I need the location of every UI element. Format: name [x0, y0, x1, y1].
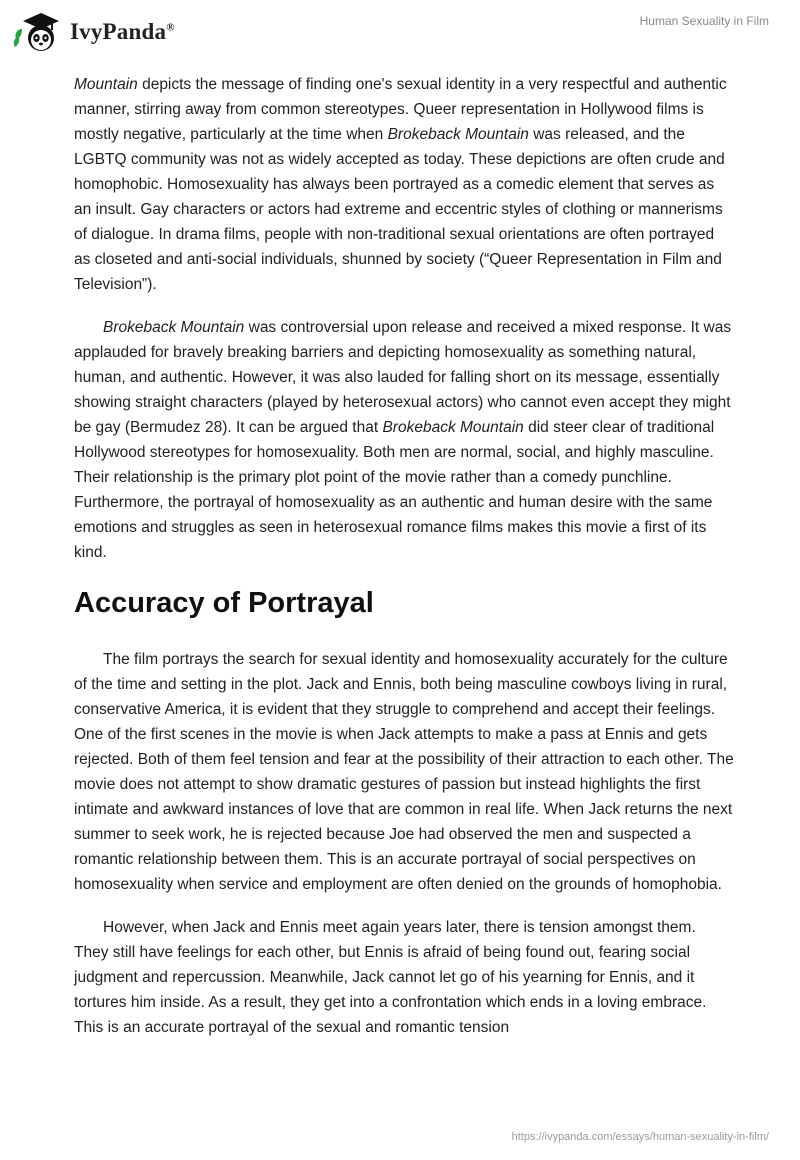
- ivypanda-logo[interactable]: [12, 8, 175, 56]
- paragraph-4: However, when Jack and Ennis meet again years later, there is tension amongst them. They still have feelings for each other, but Ennis is afraid of being found out, fearing social judgment and repercussion. Meanwhile, Jack cannot let go of his yearning for Ennis, and it tortures him inside. As a result, they get into a confrontation which ends in a loving embrace. This is an accurate portrayal of the sexual and romantic tension: [74, 919, 707, 1036]
- source-url-link[interactable]: https://ivypanda.com/essays/human-sexuality-in-film/: [511, 1131, 769, 1143]
- page-header: [0, 0, 800, 64]
- paragraph-1: Mountain depicts the message of finding one's sexual identity in a very respectful and authentic manner, stirring away from common stereotypes. Queer representation in Hollywood films is mostly negative, particularly at the time when Brokeback Mountain was released, and the LGBTQ community was not as widely accepted as today. These depictions are often crude and homophobic. Homosexuality has always been portrayed as a comedic element that serves as an insult. Gay characters or actors had extreme and eccentric styles of clothing or mannerisms of dialogue. In drama films, people with non-traditional sexual orientations are often portrayed as closeted and anti-social individuals, shunned by society (“Queer Representation in Film and Television”).: [74, 76, 727, 293]
- film-title: Brokeback Mountain: [103, 319, 245, 336]
- brand-name: IvyPanda®: [70, 19, 175, 44]
- film-title: Brokeback Mountain: [382, 419, 524, 436]
- essay-body: [74, 72, 734, 1058]
- film-title: Mountain: [74, 76, 138, 93]
- paragraph-3: The film portrays the search for sexual identity and homosexuality accurately for the culture of the time and setting in the plot. Jack and Ennis, both being masculine cowboys living in rural, conservative America, it is evident that they struggle to comprehend and accept their feelings. One of the first scenes in the movie is when Jack attempts to make a pass at Ennis and gets rejected. Both of them feel tension and fear at the possibility of their attraction to each other. The movie does not attempt to show dramatic gestures of passion but instead highlights the first intimate and awkward instances of love that are common in real life. When Jack returns the next summer to seek work, he is rejected because Joe had observed the men and suspected a romantic relationship between them. This is an accurate portrayal of social perspectives on homosexuality when service and employment are often denied on the grounds of homophobia.: [74, 651, 734, 893]
- paragraph-2: Brokeback Mountain was controversial upon release and received a mixed response. It was applauded for bravely breaking barriers and depicting homosexuality as something natural, human, and authentic. However, it was also lauded for falling short on its message, essentially showing straight characters (played by heterosexual actors) who cannot even accept they might be gay (Bermudez 28). It can be argued that Brokeback Mountain did steer clear of traditional Hollywood stereotypes for homosexuality. Both men are normal, social, and highly masculine. Their relationship is the primary plot point of the movie rather than a comedy punchline. Furthermore, the portrayal of homosexuality as an authentic and human desire with the same emotions and struggles as seen in heterosexual romance films makes this movie a first of its kind.: [74, 319, 732, 561]
- document-title: Human Sexuality in Film: [639, 14, 769, 28]
- film-title: Brokeback Mountain: [387, 126, 529, 143]
- section-heading: Accuracy of Portrayal: [74, 587, 374, 619]
- panda-graduate-icon: [12, 9, 62, 55]
- registered-mark: ®: [166, 21, 175, 34]
